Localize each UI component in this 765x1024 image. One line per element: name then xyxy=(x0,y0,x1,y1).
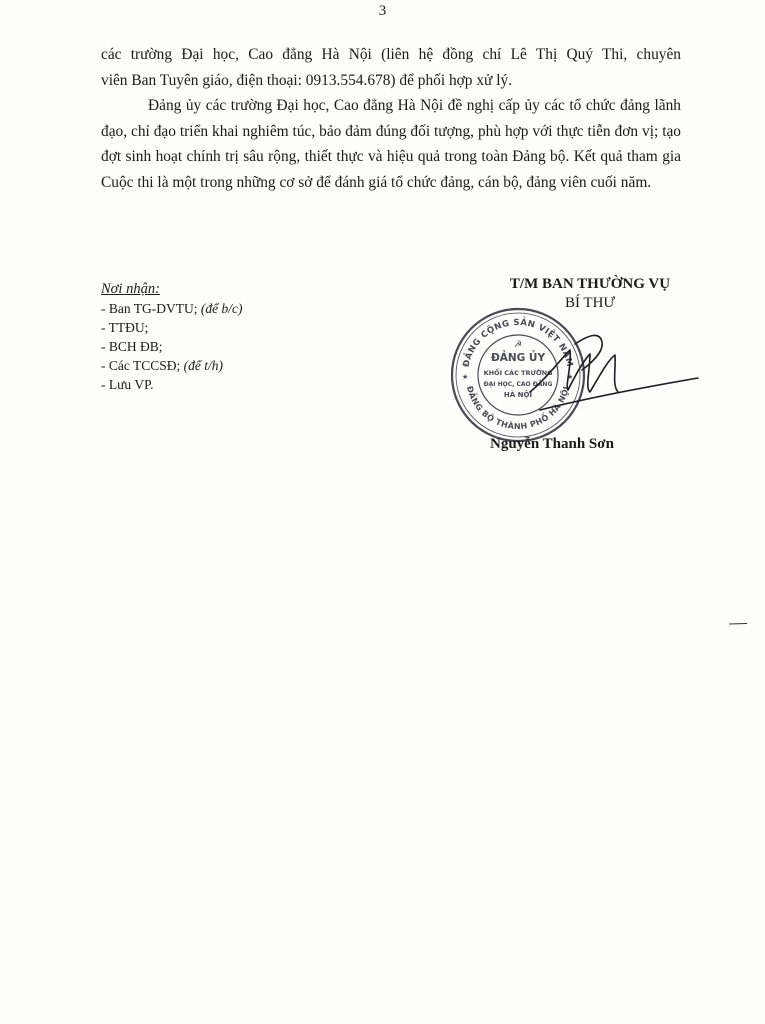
paragraph-contact xyxy=(101,42,681,93)
svg-text:KHỐI CÁC TRƯỜNG: KHỐI CÁC TRƯỜNG xyxy=(483,369,553,377)
recipients-heading: Nơi nhận: xyxy=(101,281,160,297)
svg-text:ĐẢNG BỘ THÀNH PHỐ HÀ NỘI: ĐẢNG BỘ THÀNH PHỐ HÀ NỘI xyxy=(464,385,572,432)
svg-text:ĐẢNG ỦY: ĐẢNG ỦY xyxy=(490,352,546,364)
recipient-item: - TTĐU; xyxy=(101,320,149,335)
svg-text:ĐẠI HỌC, CAO ĐẲNG: ĐẠI HỌC, CAO ĐẲNG xyxy=(483,381,553,388)
recipient-item: - Ban TG-DVTU; (để b/c) xyxy=(101,301,243,316)
paragraph-text: Đảng ủy các trường Đại học, Cao đẳng Hà Nội đề nghị cấp ủy các tổ chức đảng lãnh đạo, chỉ đạo triển khai nghiêm túc, bảo đảm đúng đối tượng, phù hợp với thực tiễn đơn vị; tạo đợt sinh hoạt chính trị sâu rộng, thiết thực và hiệu quả trong toàn Đảng bộ. Kết quả tham gia Cuộc thi là một trong những cơ sở để đánh giá tổ chức đảng, cán bộ, đảng viên cuối năm. xyxy=(101,97,681,191)
svg-text:ĐẢNG CỘNG SẢN VIỆT NAM: ĐẢNG CỘNG SẢN VIỆT NAM xyxy=(461,317,575,369)
signature-role: BÍ THƯ xyxy=(564,295,616,311)
recipient-item: - BCH ĐB; xyxy=(101,339,163,354)
scan-artifact xyxy=(728,622,748,626)
svg-text:★: ★ xyxy=(567,373,574,381)
recipient-item: - Các TCCSĐ; (để t/h) xyxy=(101,358,224,373)
paragraph-line: viên Ban Tuyên giáo, điện thoại: 0913.554.678) để phối hợp xử lý. xyxy=(101,71,513,89)
recipients-block xyxy=(101,280,242,394)
signature-title: T/M BAN THƯỜNG VỤ xyxy=(509,276,671,292)
recipient-item: - Lưu VP. xyxy=(101,377,154,392)
svg-text:☭: ☭ xyxy=(513,340,523,350)
svg-text:★: ★ xyxy=(462,373,469,381)
paragraph-request xyxy=(101,93,681,195)
signer-name: Nguyễn Thanh Sơn xyxy=(490,436,614,452)
handwritten-signature xyxy=(520,330,700,430)
svg-text:HÀ NỘI: HÀ NỘI xyxy=(503,391,533,399)
paragraph-line: các trường Đại học, Cao đẳng Hà Nội (liên hệ đồng chí Lê Thị Quý Thi, chuyên xyxy=(101,46,681,63)
page-number: 3 xyxy=(378,3,387,19)
